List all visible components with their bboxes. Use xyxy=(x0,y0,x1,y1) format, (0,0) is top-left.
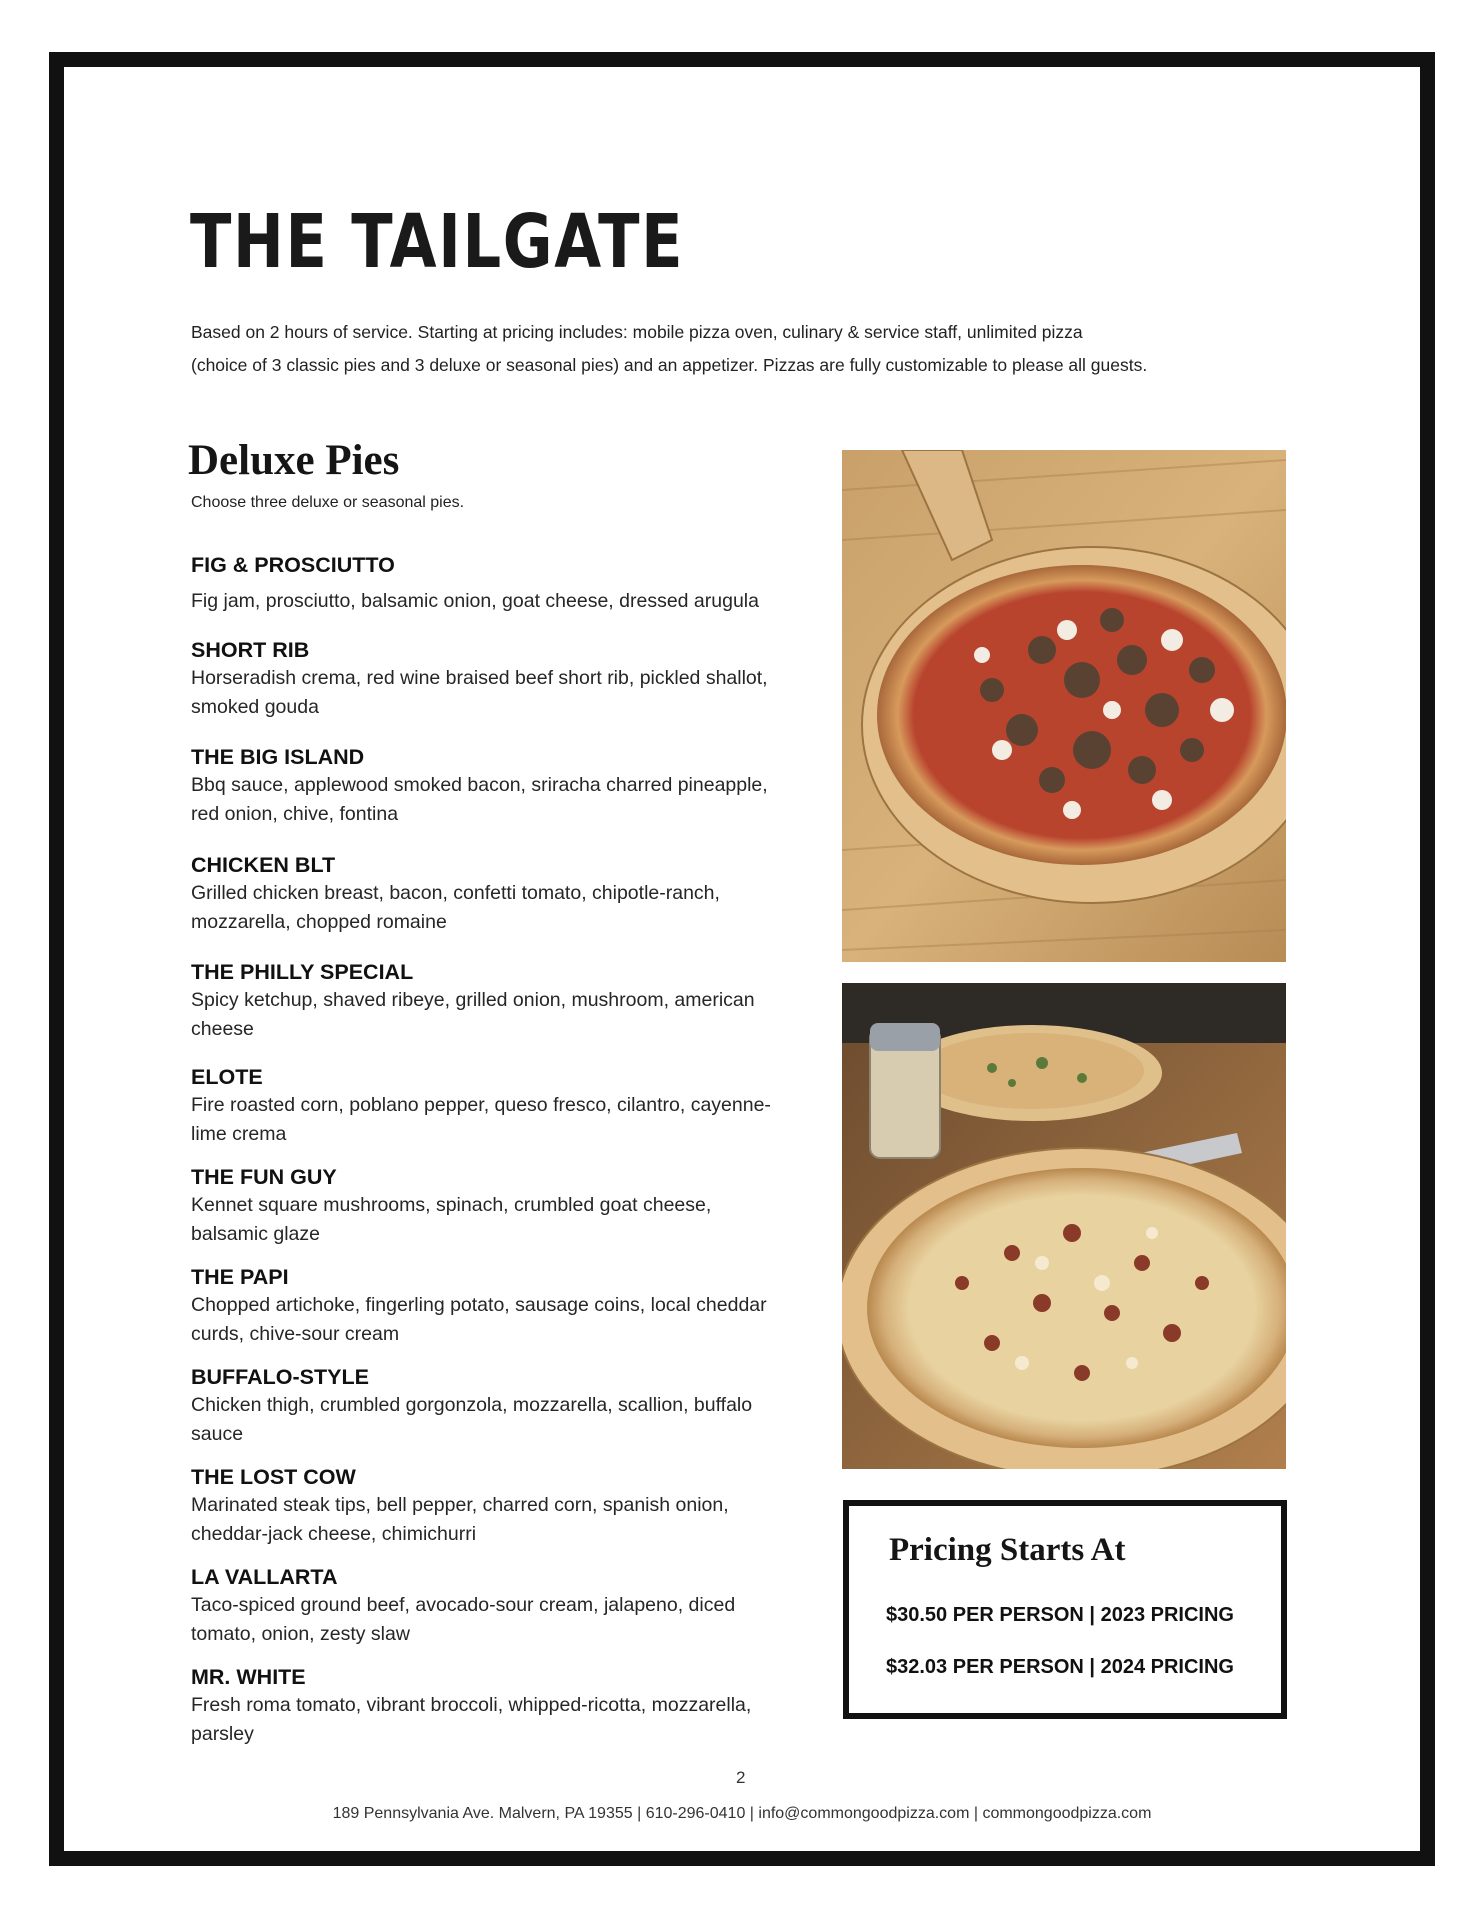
intro-line: Based on 2 hours of service. Starting at pricing includes: mobile pizza oven, culinary & service staff, unlimited pizza xyxy=(191,322,1083,342)
pizza-photo-bottom xyxy=(842,983,1286,1469)
pie-description: Fig jam, prosciutto, balsamic onion, goat cheese, dressed arugula xyxy=(191,590,759,612)
page-title: THE TAILGATE xyxy=(190,199,685,285)
pie-item xyxy=(191,1063,831,1149)
pie-description: Bbq sauce, applewood smoked bacon, sriracha charred pineapple, xyxy=(191,774,768,796)
pie-name: CHICKEN BLT xyxy=(191,853,336,877)
pie-item xyxy=(191,551,831,616)
pie-description: Fire roasted corn, poblano pepper, queso fresco, cilantro, cayenne- xyxy=(191,1094,771,1116)
pie-item xyxy=(191,1663,831,1749)
footer-contact: 189 Pennsylvania Ave. Malvern, PA 19355 | 610-296-0410 | info@commongoodpizza.com | commongoodpizza.com xyxy=(332,1805,1152,1822)
pie-description: sauce xyxy=(191,1423,244,1445)
pie-description: cheese xyxy=(191,1018,254,1040)
pie-description: Horseradish crema, red wine braised beef short rib, pickled shallot, xyxy=(191,667,768,689)
pie-name: THE BIG ISLAND xyxy=(191,745,365,769)
pie-description: curds, chive-sour cream xyxy=(191,1323,400,1345)
pricing-title: Pricing Starts At xyxy=(889,1532,1126,1568)
pie-item xyxy=(191,1163,831,1249)
pie-description: Chicken thigh, crumbled gorgonzola, mozzarella, scallion, buffalo xyxy=(191,1394,753,1416)
pie-name: THE FUN GUY xyxy=(191,1165,337,1189)
pie-name: ELOTE xyxy=(191,1065,263,1089)
pie-description: Fresh roma tomato, vibrant broccoli, whipped-ricotta, mozzarella, xyxy=(191,1694,752,1716)
pie-name: FIG & PROSCIUTTO xyxy=(191,553,395,577)
pie-description: balsamic glaze xyxy=(191,1223,320,1245)
page-number: 2 xyxy=(736,1768,746,1787)
pie-description: Taco-spiced ground beef, avocado-sour cream, jalapeno, diced xyxy=(191,1594,736,1616)
pie-description: cheddar-jack cheese, chimichurri xyxy=(191,1523,477,1545)
pie-description: red onion, chive, fontina xyxy=(191,803,399,825)
pizza-photo-top xyxy=(842,450,1286,962)
pie-name: MR. WHITE xyxy=(191,1665,306,1689)
pie-name: THE PAPI xyxy=(191,1265,289,1289)
pie-description: tomato, onion, zesty slaw xyxy=(191,1623,410,1645)
pie-description: Grilled chicken breast, bacon, confetti tomato, chipotle-ranch, xyxy=(191,882,720,904)
pie-description: Chopped artichoke, fingerling potato, sausage coins, local cheddar xyxy=(191,1294,767,1316)
pie-description: Marinated steak tips, bell pepper, charred corn, spanish onion, xyxy=(191,1494,729,1516)
pie-item xyxy=(191,1463,831,1549)
pie-name: SHORT RIB xyxy=(191,638,310,662)
pie-description: mozzarella, chopped romaine xyxy=(191,911,447,933)
pie-item xyxy=(191,1363,831,1449)
pie-description: parsley xyxy=(191,1723,254,1745)
price-2023: $30.50 PER PERSON | 2023 PRICING xyxy=(886,1604,1234,1626)
pie-description: Kennet square mushrooms, spinach, crumbled goat cheese, xyxy=(191,1194,712,1216)
pie-item xyxy=(191,636,831,722)
pie-name: THE LOST COW xyxy=(191,1465,356,1489)
intro-text xyxy=(191,316,1251,382)
pie-item xyxy=(191,743,831,829)
pie-description: smoked gouda xyxy=(191,696,319,718)
price-2024: $32.03 PER PERSON | 2024 PRICING xyxy=(886,1656,1234,1678)
intro-line: (choice of 3 classic pies and 3 deluxe or seasonal pies) and an appetizer. Pizzas are fully customizable to please all guests. xyxy=(191,355,1148,375)
section-title: Deluxe Pies xyxy=(188,437,400,484)
section-subtitle: Choose three deluxe or seasonal pies. xyxy=(191,494,465,511)
pie-name: THE PHILLY SPECIAL xyxy=(191,960,414,984)
pie-description: lime crema xyxy=(191,1123,287,1145)
pie-item xyxy=(191,1563,831,1649)
pizza-illustration xyxy=(842,450,1286,962)
pizza-table-illustration xyxy=(842,983,1286,1469)
pie-name: LA VALLARTA xyxy=(191,1565,338,1589)
pie-description: Spicy ketchup, shaved ribeye, grilled onion, mushroom, american xyxy=(191,989,755,1011)
pie-item xyxy=(191,958,831,1044)
pie-name: BUFFALO-STYLE xyxy=(191,1365,369,1389)
pricing-box xyxy=(843,1500,1287,1719)
pie-item xyxy=(191,1263,831,1349)
pie-item xyxy=(191,851,831,937)
